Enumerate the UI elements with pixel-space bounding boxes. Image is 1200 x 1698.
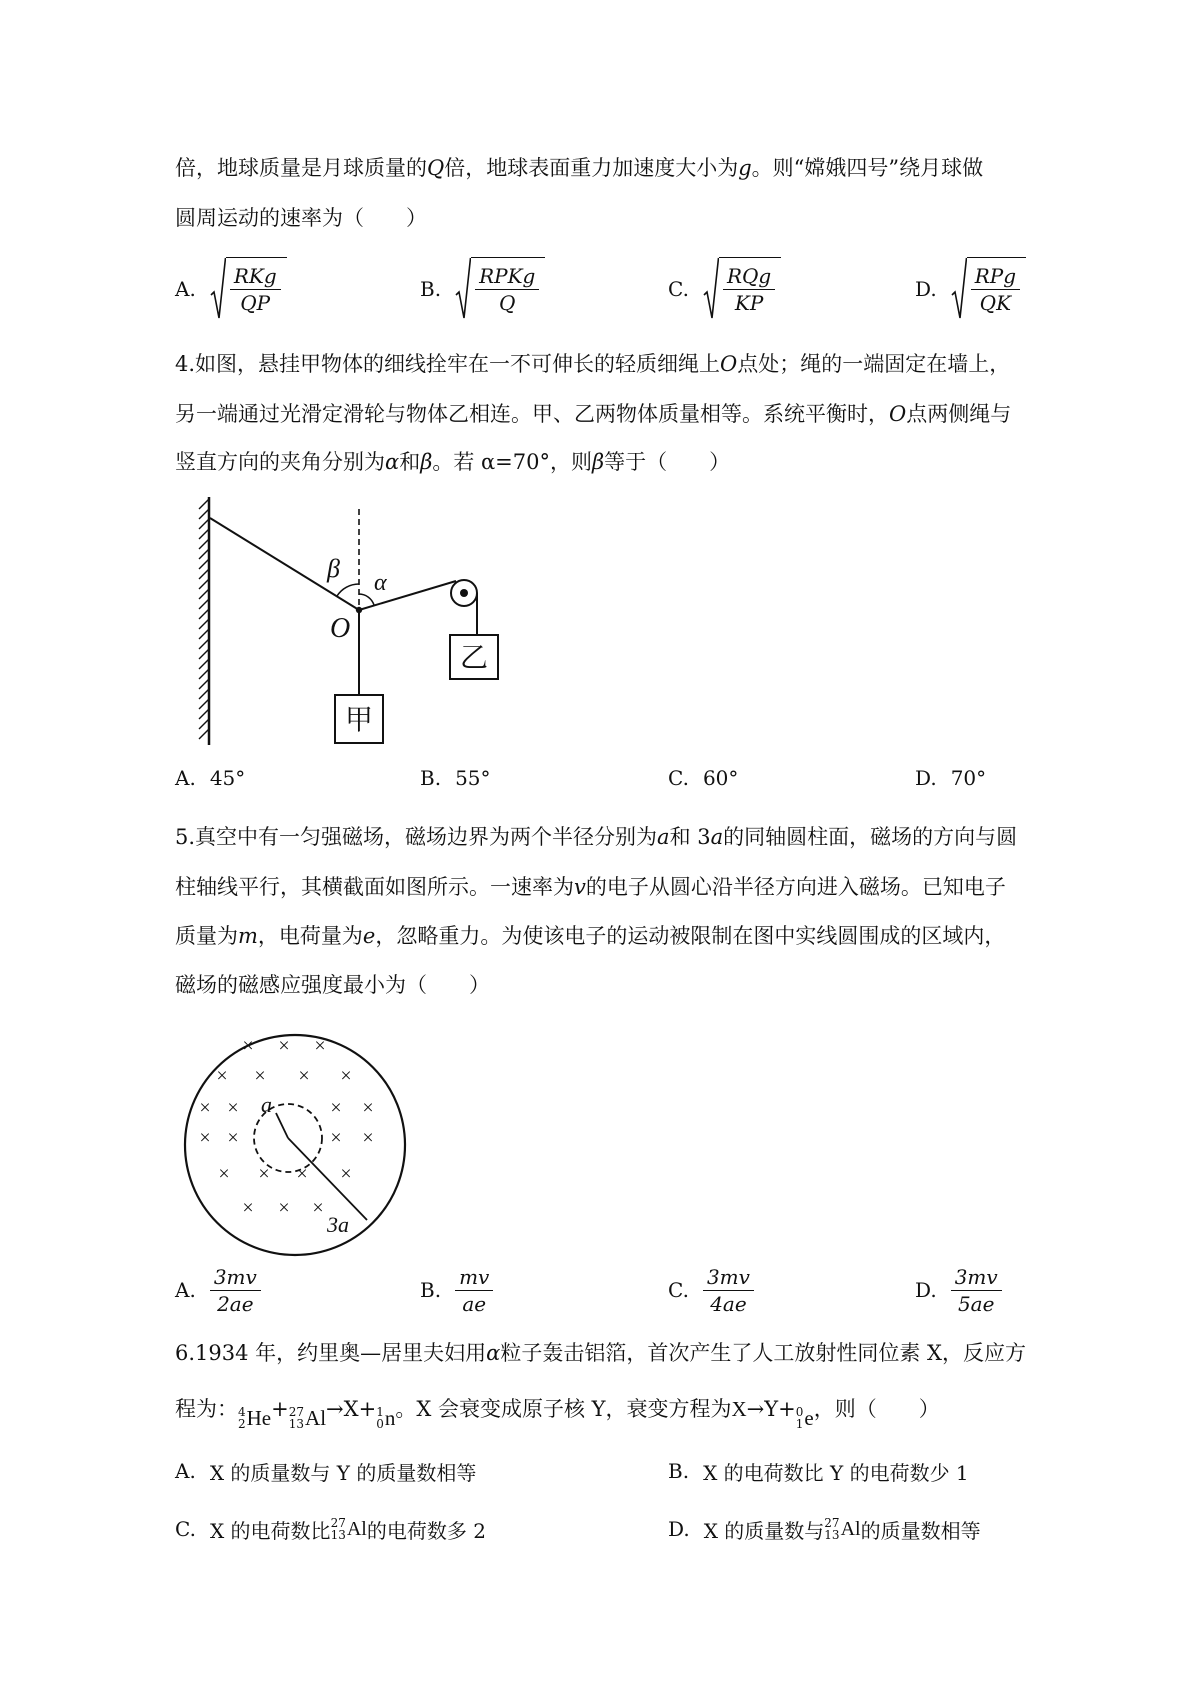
q5-stem-line-1: 5.真空中有一匀强磁场，磁场边界为两个半径分别为a和 3a的同轴圆柱面，磁场的方向与圆 [175, 825, 1018, 849]
q4-option-b[interactable]: B. 55° [420, 766, 491, 790]
nuclide-he: 4 2 He [238, 1405, 272, 1431]
label-alpha: α [374, 570, 387, 596]
svg-text:×: × [216, 1065, 228, 1087]
label-O: O [330, 613, 351, 644]
q6-stem-line-1: 6.1934 年，约里奥—居里夫妇用α粒子轰击铝箔，首次产生了人工放射性同位素 X，反应方 [175, 1341, 1026, 1365]
pulley-axle [460, 589, 468, 597]
q5-option-a[interactable]: A. $\frac{3mv}{2ae}$ [175, 1260, 261, 1320]
sqrt-sign: $\frac{\text{RQg}}{KP}$ [703, 257, 781, 321]
q3-option-d[interactable]: D. $\frac{\text{RPg}}{QK}$ [915, 257, 1026, 321]
q5-option-c[interactable]: C. $\frac{3mv}{4ae}$ [668, 1260, 754, 1320]
q4-stem-line-2: 另一端通过光滑定滑轮与物体乙相连。甲、乙两物体质量相等。系统平衡时，O点两侧绳与 [175, 402, 1012, 426]
nuclide-al: 27 13 Al [824, 1516, 861, 1542]
q3-option-a[interactable]: A. $\frac{\text{RKg}}{QP}$ [175, 257, 287, 321]
angle-arc-beta [337, 584, 359, 596]
svg-text:×: × [278, 1197, 290, 1219]
svg-text:×: × [227, 1097, 239, 1119]
svg-text:×: × [362, 1097, 374, 1119]
q4-stem-line-1: 4.如图，悬挂甲物体的细线拴牢在一不可伸长的轻质细绳上O点处；绳的一端固定在墙上， [175, 352, 1011, 376]
q4-stem-line-3: 竖直方向的夹角分别为α和β。若 α=70°，则β等于（ ） [175, 450, 731, 474]
svg-text:×: × [340, 1163, 352, 1185]
q6-option-c[interactable]: C. X 的电荷数比 27 13 Al 的电荷数多 2 [175, 1516, 486, 1543]
nuclide-e: 0 1 e [795, 1405, 814, 1431]
label-yi: 乙 [459, 643, 489, 674]
q5-stem-line-3: 质量为m，电荷量为e，忽略重力。为使该电子的运动被限制在图中实线圆围成的区域内， [175, 924, 1006, 948]
q5-figure-magnetic-field [180, 1030, 410, 1260]
svg-text:×: × [199, 1127, 211, 1149]
q4-option-d[interactable]: D. 70° [915, 766, 987, 790]
q3-stem-line-1: 倍，地球质量是月球质量的Q倍，地球表面重力加速度大小为g。则“嫦娥四号”绕月球做 [175, 156, 984, 180]
sqrt-sign: $\frac{\text{RPg}}{QK}$ [951, 257, 1026, 321]
svg-text:×: × [258, 1163, 270, 1185]
sqrt-sign: $\frac{\text{RKg}}{QP}$ [210, 257, 287, 321]
svg-text:×: × [330, 1097, 342, 1119]
q5-stem-line-2: 柱轴线平行，其横截面如图所示。一速率为v的电子从圆心沿半径方向进入磁场。已知电子 [175, 875, 1006, 899]
radius-a [276, 1113, 288, 1138]
nuclide-al: 27 13 Al [330, 1516, 367, 1542]
svg-text:×: × [298, 1065, 310, 1087]
svg-text:×: × [218, 1163, 230, 1185]
q4-option-c[interactable]: C. 60° [668, 766, 739, 790]
label-3a: 3a [327, 1212, 349, 1237]
q5-option-b[interactable]: B. $\frac{mv}{ae}$ [420, 1260, 493, 1320]
wall-hatching [199, 499, 209, 739]
q3-option-b[interactable]: B. $\frac{\text{RPKg}}{Q}$ [420, 257, 545, 321]
svg-text:×: × [296, 1163, 308, 1185]
label-a: a [261, 1092, 272, 1117]
svg-text:×: × [314, 1035, 326, 1057]
svg-text:×: × [242, 1197, 254, 1219]
knot-O [356, 607, 362, 613]
angle-arc-alpha [359, 594, 374, 605]
field-crosses [199, 1035, 373, 1219]
svg-text:×: × [278, 1035, 290, 1057]
svg-text:×: × [199, 1097, 211, 1119]
q6-stem-line-2: 程为： 4 2 He + 27 13 Al →X+ 1 0 n 。X 会衰变成原子核 Y，衰变方程为X→Y+ 0 1 e ，则（ ） [175, 1384, 1025, 1443]
q3-option-c[interactable]: C. $\frac{\text{RQg}}{KP}$ [668, 257, 781, 321]
sqrt-sign: $\frac{\text{RPKg}}{Q}$ [455, 257, 545, 321]
q5-option-d[interactable]: D. $\frac{3mv}{5ae}$ [915, 1260, 1002, 1320]
svg-text:×: × [362, 1127, 374, 1149]
q5-stem-line-4: 磁场的磁感应强度最小为（ ） [175, 973, 490, 997]
svg-text:×: × [227, 1127, 239, 1149]
svg-text:×: × [312, 1197, 324, 1219]
q3-stem-line-2: 圆周运动的速率为（ ） [175, 206, 427, 230]
svg-text:×: × [330, 1127, 342, 1149]
label-jia: 甲 [344, 705, 374, 736]
nuclide-al: 27 13 Al [288, 1405, 327, 1431]
label-beta: β [327, 554, 340, 583]
nuclide-n: 1 0 n [376, 1405, 396, 1431]
svg-text:×: × [254, 1065, 266, 1087]
q6-option-d[interactable]: D. X 的质量数与 27 13 Al 的质量数相等 [668, 1516, 981, 1543]
q6-option-a[interactable]: A. X 的质量数与 Y 的质量数相等 [175, 1459, 477, 1485]
q4-option-a[interactable]: A. 45° [175, 766, 246, 790]
svg-text:×: × [242, 1035, 254, 1057]
svg-text:×: × [340, 1065, 352, 1087]
q4-figure-pulley-system [190, 495, 530, 750]
q6-option-b[interactable]: B. X 的电荷数比 Y 的电荷数少 1 [668, 1459, 969, 1485]
